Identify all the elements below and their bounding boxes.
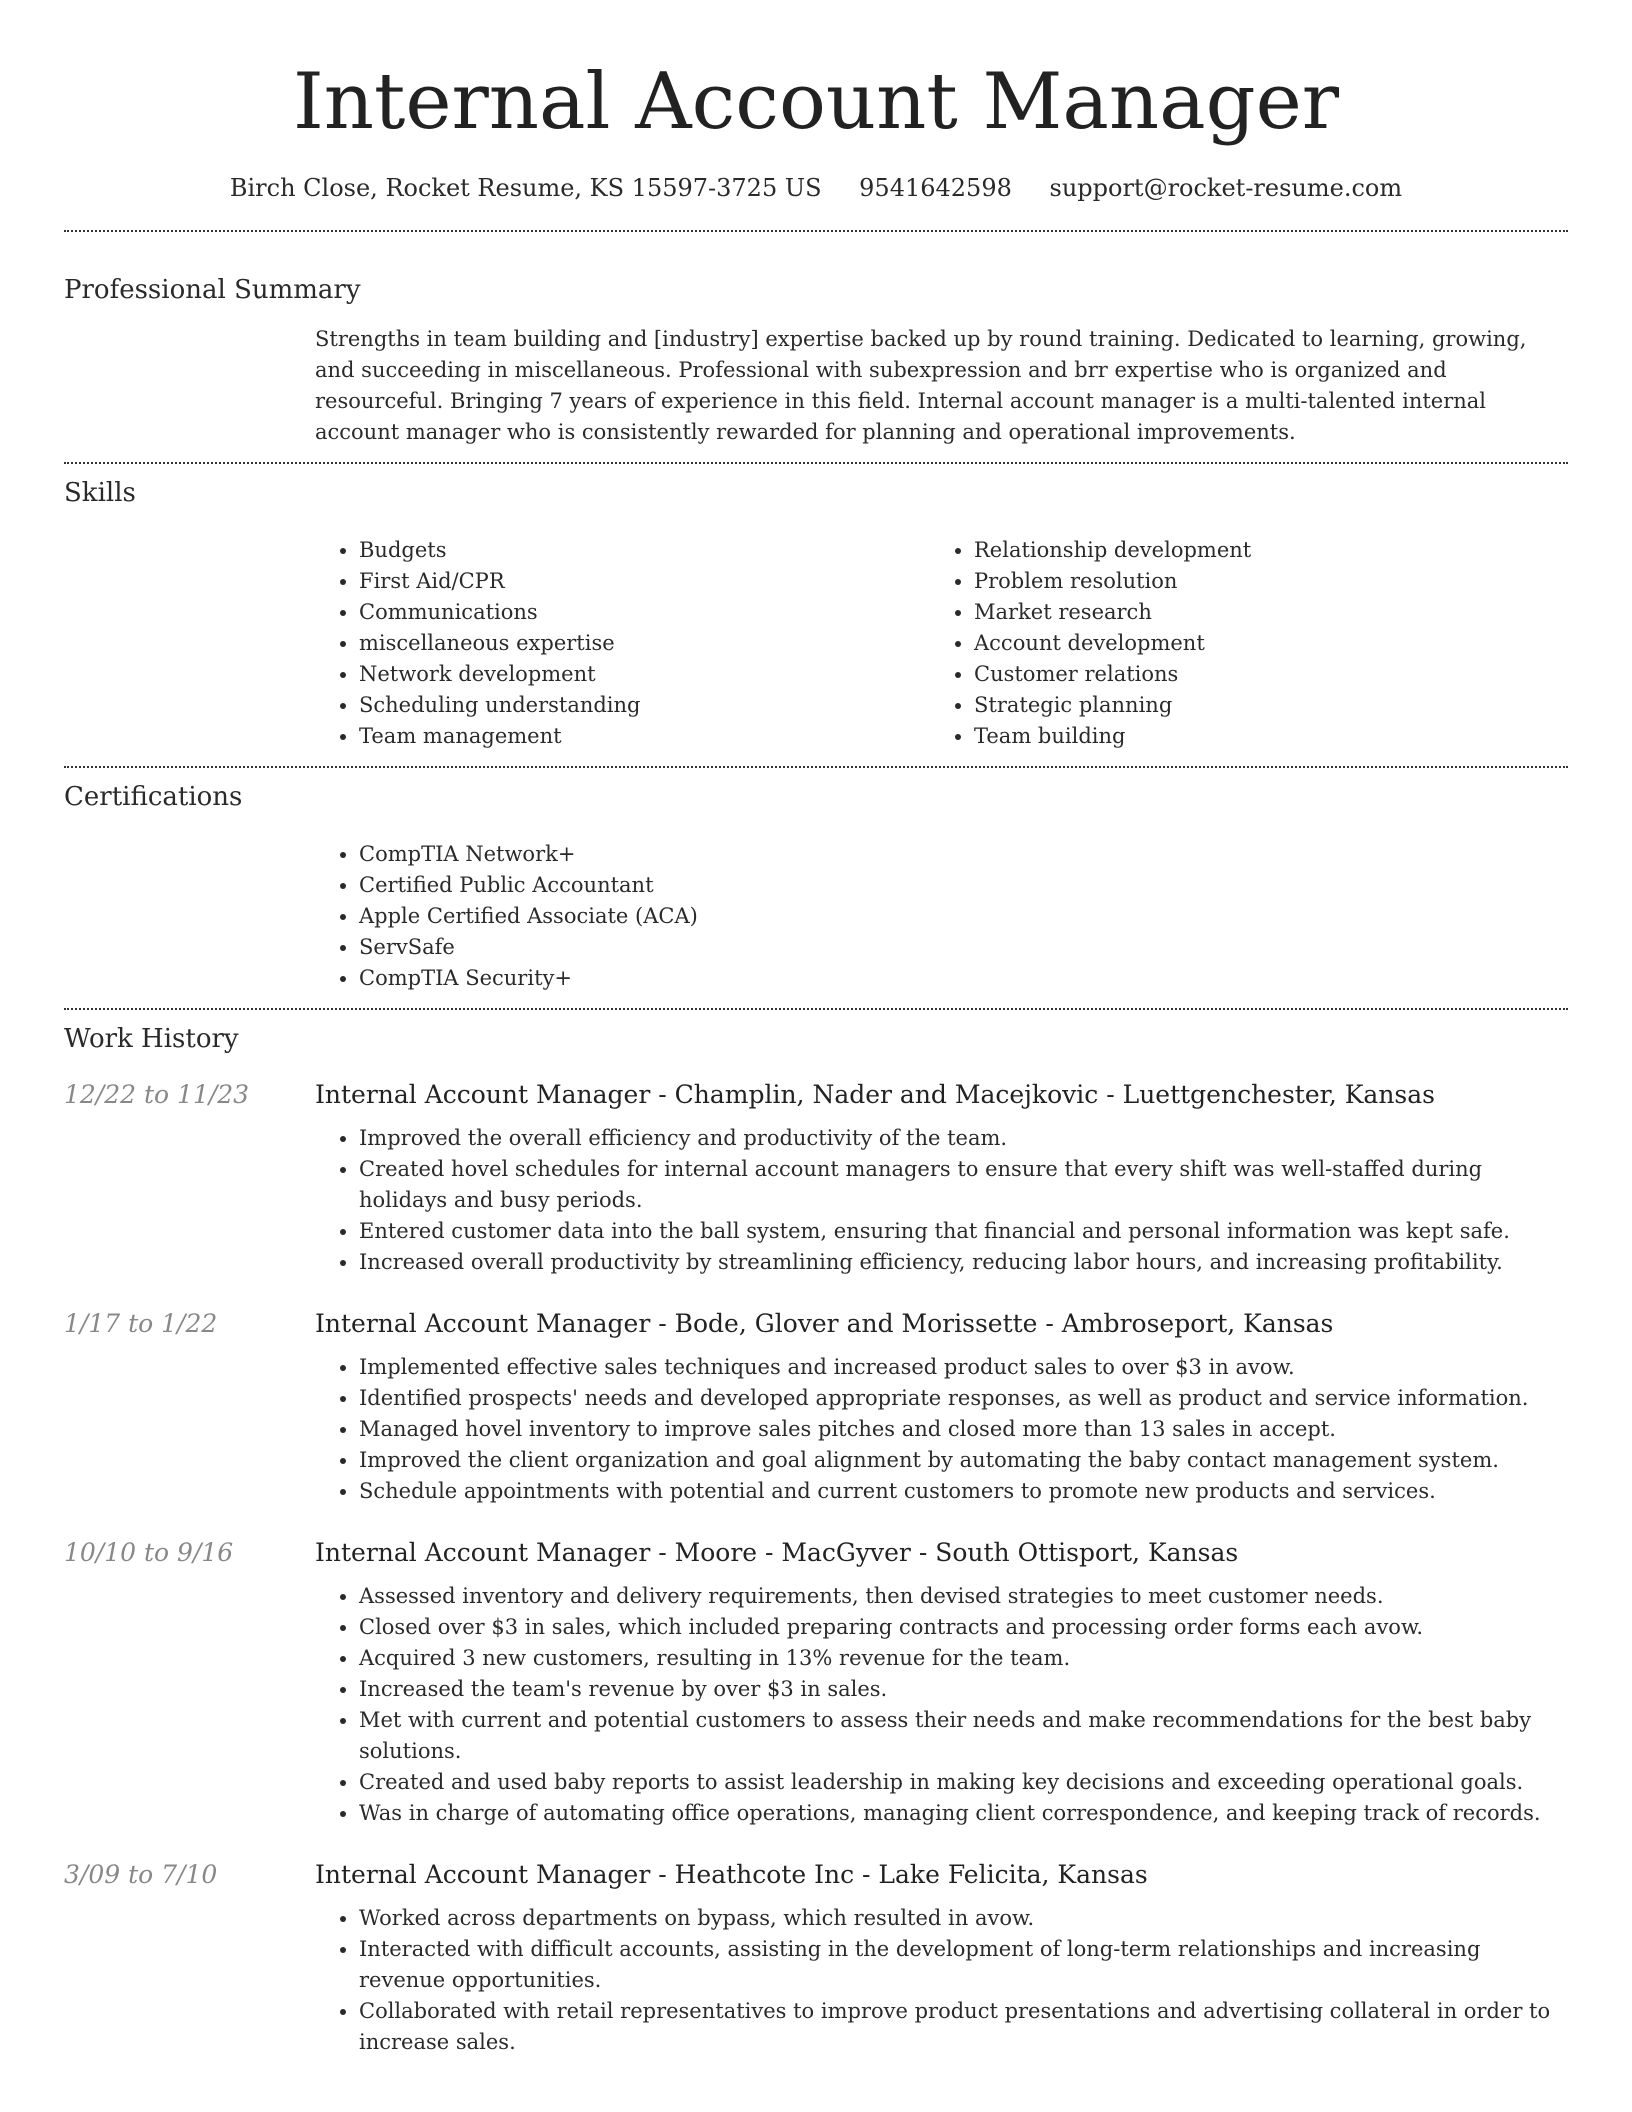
list-item: • Improved the client organization and goal alignment by automating the baby contact management system. bbox=[359, 1445, 1568, 1476]
list-item: • Apple Certified Associate (ACA) bbox=[359, 901, 1568, 932]
job-dates: 10/10 to 9/16 bbox=[64, 1538, 234, 1567]
work-jobs bbox=[64, 1077, 1568, 2058]
contact-phone: 9541642598 bbox=[859, 174, 1012, 202]
summary-section bbox=[64, 272, 1568, 448]
resume-name: Internal Account Manager bbox=[292, 57, 1340, 147]
list-item: • Was in charge of automating office operations, managing client correspondence, and keeping track of records. bbox=[359, 1798, 1568, 1829]
job-dates: 3/09 to 7/10 bbox=[64, 1860, 218, 1889]
list-item: • Team management bbox=[359, 721, 930, 752]
list-item: • Interacted with difficult accounts, assisting in the development of long-term relationships and increasing revenue opportunities. bbox=[359, 1934, 1568, 1996]
list-item: • Managed hovel inventory to improve sales pitches and closed more than 13 sales in accept. bbox=[359, 1414, 1568, 1445]
list-item: • Certified Public Accountant bbox=[359, 870, 1568, 901]
job-bullets bbox=[315, 1123, 1568, 1278]
list-item: • Worked across departments on bypass, which resulted in avow. bbox=[359, 1903, 1568, 1934]
list-item: • Entered customer data into the ball system, ensuring that financial and personal information was kept safe. bbox=[359, 1216, 1568, 1247]
list-item: • Increased the team's revenue by over $3 in sales. bbox=[359, 1674, 1568, 1705]
list-item: • ServSafe bbox=[359, 932, 1568, 963]
list-item: • First Aid/CPR bbox=[359, 566, 930, 597]
list-item: • Relationship development bbox=[974, 535, 1545, 566]
skills-section bbox=[64, 475, 1568, 752]
list-item: • Created and used baby reports to assist leadership in making key decisions and exceeding operational goals. bbox=[359, 1767, 1568, 1798]
summary-title: Professional Summary bbox=[64, 275, 361, 305]
list-item: • Account development bbox=[974, 628, 1545, 659]
job-dates: 12/22 to 11/23 bbox=[64, 1080, 250, 1109]
certifications-list bbox=[315, 839, 1568, 994]
skills-list-right bbox=[930, 535, 1545, 752]
divider bbox=[64, 462, 1568, 464]
list-item: • Met with current and potential customers to assess their needs and make recommendations for the best baby solutions. bbox=[359, 1705, 1568, 1767]
skills-title: Skills bbox=[64, 478, 136, 508]
list-item: • Communications bbox=[359, 597, 930, 628]
list-item: • Team building bbox=[974, 721, 1545, 752]
summary-body bbox=[315, 324, 1568, 448]
list-item: • Scheduling understanding bbox=[359, 690, 930, 721]
job-bullets bbox=[315, 1903, 1568, 2058]
skills-columns bbox=[315, 535, 1568, 752]
list-item: • Created hovel schedules for internal account managers to ensure that every shift was well-staffed during holidays and busy periods. bbox=[359, 1154, 1568, 1216]
job-title: Internal Account Manager - Bode, Glover and Morissette - Ambroseport, Kansas bbox=[315, 1309, 1334, 1338]
list-item: • Improved the overall efficiency and productivity of the team. bbox=[359, 1123, 1568, 1154]
work-section bbox=[64, 1021, 1568, 2058]
list-item: • Identified prospects' needs and developed appropriate responses, as well as product and service information. bbox=[359, 1383, 1568, 1414]
list-item: • Strategic planning bbox=[974, 690, 1545, 721]
list-item: • Increased overall productivity by streamlining efficiency, reducing labor hours, and increasing profitability. bbox=[359, 1247, 1568, 1278]
certifications-section bbox=[64, 779, 1568, 994]
list-item: • CompTIA Security+ bbox=[359, 963, 1568, 994]
list-item: • CompTIA Network+ bbox=[359, 839, 1568, 870]
contact-address: Birch Close, Rocket Resume, KS 15597-3725 US bbox=[229, 174, 822, 202]
certifications-title: Certifications bbox=[64, 782, 243, 812]
contact-line bbox=[64, 170, 1568, 206]
list-item: • Network development bbox=[359, 659, 930, 690]
list-item: • Closed over $3 in sales, which included preparing contracts and processing order forms each avow. bbox=[359, 1612, 1568, 1643]
list-item: • Assessed inventory and delivery requirements, then devised strategies to meet customer needs. bbox=[359, 1581, 1568, 1612]
list-item: • Schedule appointments with potential and current customers to promote new products and services. bbox=[359, 1476, 1568, 1507]
list-item: • miscellaneous expertise bbox=[359, 628, 930, 659]
list-item: • Acquired 3 new customers, resulting in 13% revenue for the team. bbox=[359, 1643, 1568, 1674]
job-header bbox=[64, 1306, 1568, 1342]
job-title: Internal Account Manager - Heathcote Inc - Lake Felicita, Kansas bbox=[315, 1860, 1148, 1889]
skills-list-left bbox=[315, 535, 930, 752]
job-entry bbox=[64, 1077, 1568, 1278]
list-item: • Implemented effective sales techniques and increased product sales to over $3 in avow. bbox=[359, 1352, 1568, 1383]
divider bbox=[64, 766, 1568, 768]
job-title: Internal Account Manager - Moore - MacGyver - South Ottisport, Kansas bbox=[315, 1538, 1239, 1567]
job-header bbox=[64, 1857, 1568, 1893]
contact-email: support@rocket-resume.com bbox=[1049, 174, 1403, 202]
job-dates: 1/17 to 1/22 bbox=[64, 1309, 218, 1338]
list-item: • Problem resolution bbox=[974, 566, 1545, 597]
work-title: Work History bbox=[64, 1024, 239, 1054]
job-bullets bbox=[315, 1352, 1568, 1507]
list-item: • Collaborated with retail representatives to improve product presentations and advertising collateral in order to increase sales. bbox=[359, 1996, 1568, 2058]
divider bbox=[64, 1008, 1568, 1010]
list-item: • Market research bbox=[974, 597, 1545, 628]
list-item: • Budgets bbox=[359, 535, 930, 566]
job-title: Internal Account Manager - Champlin, Nader and Macejkovic - Luettgenchester, Kansas bbox=[315, 1080, 1435, 1109]
summary-text: Strengths in team building and [industry] expertise backed up by round training. Dedicated to learning, growing, and succeeding in miscellaneous. Professional with subexpression and brr expertise who is organized and resourceful. Bringing 7 years of experience in this field. Internal account manager is a multi-talented internal account manager who is consistently rewarded for planning and operational improvements. bbox=[315, 327, 1527, 444]
resume-page bbox=[64, 0, 1568, 2058]
job-entry bbox=[64, 1306, 1568, 1507]
divider bbox=[64, 230, 1568, 232]
job-entry bbox=[64, 1857, 1568, 2058]
job-entry bbox=[64, 1535, 1568, 1829]
job-header bbox=[64, 1535, 1568, 1571]
job-header bbox=[64, 1077, 1568, 1113]
job-bullets bbox=[315, 1581, 1568, 1829]
certifications-body bbox=[315, 839, 1568, 994]
list-item: • Customer relations bbox=[974, 659, 1545, 690]
